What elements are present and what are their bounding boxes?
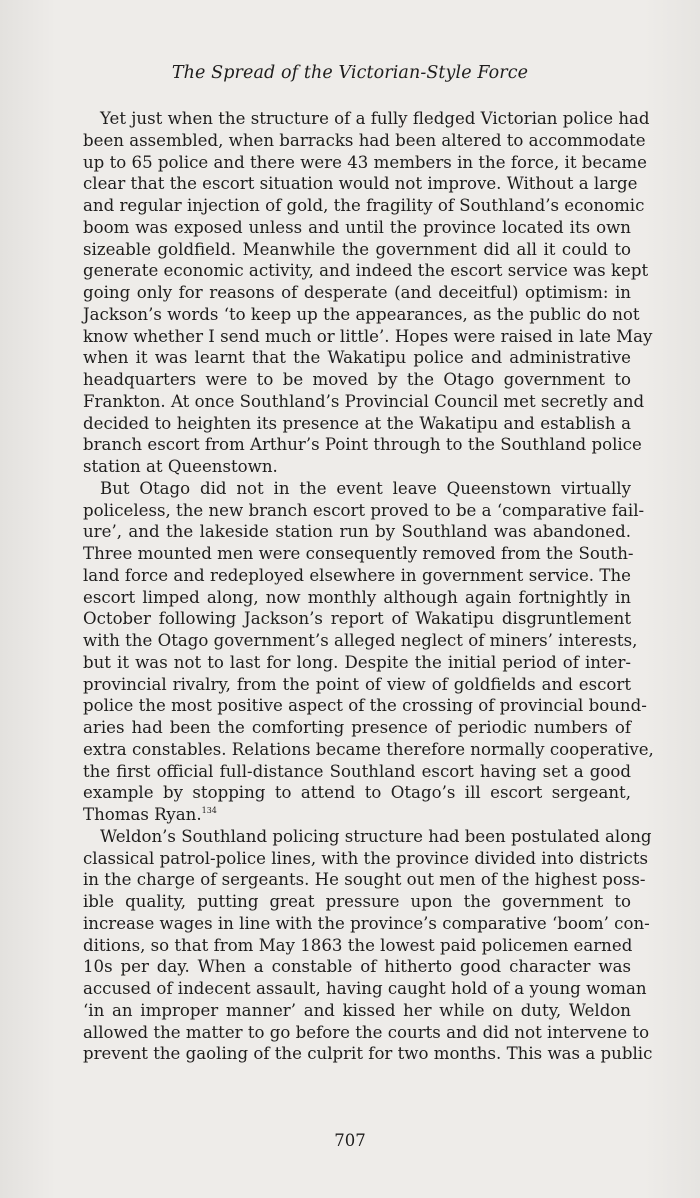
text-line: decided to heighten its presence at the Wakatipu and establish a [83,413,631,433]
text-line: classical patrol-police lines, with the province divided into districts [83,848,649,868]
text-line: ible quality, putting great pressure upon the government to [83,892,631,911]
text-line: Thomas Ryan.$^{134}$ [83,805,217,824]
text-line: Weldon’s Southland policing structure had been postulated along [100,826,652,846]
text-line: in the charge of sergeants. He sought out men of the highest poss- [83,870,646,890]
text-line: increase wages in line with the province’s comparative ‘boom’ con- [83,913,650,933]
running-head: The Spread of the Victorian-Style Force [171,63,529,83]
text-line: station at Queenstown. [83,457,278,476]
text-line: ure’, and the lakeside station run by Southland was abandoned. [83,522,631,542]
text-line: land force and redeployed elsewhere in government service. The [83,565,631,585]
text-line: accused of indecent assault, having caught hold of a young woman [83,979,647,998]
text-line: when it was learnt that the Wakatipu police and administrative [83,348,631,368]
text-line: But Otago did not in the event leave Queenstown virtually [100,478,631,498]
text-line: Jackson’s words ‘to keep up the appearances, as the public do not [83,304,640,324]
text-line: allowed the matter to go before the courts and did not intervene to [83,1022,650,1042]
text-line: the first official full-distance Southland escort having set a good [83,761,631,781]
text-line: prevent the gaoling of the culprit for two months. This was a public [83,1044,653,1064]
text-line: branch escort from Arthur’s Point through to the Southland police [83,435,642,455]
text-line: been assembled, when barracks had been altered to accommodate [83,130,646,150]
text-line: headquarters were to be moved by the Otago government to [83,370,631,389]
text-line: generate economic activity, and indeed the escort service was kept [83,261,649,281]
text-line: Frankton. At once Southland’s Provincial Council met secretly and [83,391,645,411]
text-line: Yet just when the structure of a fully fledged Victorian police had [100,109,650,128]
text-line: clear that the escort situation would not improve. Without a large [83,174,638,194]
text-line: and regular injection of gold, the fragility of Southland’s economic [83,196,645,215]
text-line: with the Otago government’s alleged neglect of miners’ interests, [83,631,638,650]
text-line: 10s per day. When a constable of hitherto good character was [83,957,631,977]
text-line: police the most positive aspect of the crossing of provincial bound- [83,696,647,716]
text-line: October following Jackson’s report of Wakatipu disgruntlement [83,609,631,629]
text-line: going only for reasons of desperate (and deceitful) optimism: in [83,283,631,302]
body-text [83,108,654,1065]
text-line: ditions, so that from May 1863 the lowest paid policemen earned [83,935,633,955]
text-line: know whether I send much or little’. Hopes were raised in late May [83,326,653,346]
text-line: but it was not to last for long. Despite the initial period of inter- [83,652,631,672]
paragraph-3 [83,826,653,1065]
text-line: example by stopping to attend to Otago’s ill escort sergeant, [83,783,631,803]
page-number: 707 [334,1131,366,1150]
text-line: aries had been the comforting presence of periodic numbers of [83,718,631,737]
text-line: extra constables. Relations became therefore normally cooperative, [83,739,654,759]
text-line: ‘in an improper manner’ and kissed her while on duty, Weldon [83,1000,631,1020]
paragraph-1 [83,108,653,478]
text-line: up to 65 police and there were 43 members in the force, it became [83,152,647,172]
footnote-marker: 134 [201,806,217,815]
paragraph-2 [83,478,654,826]
text-line: sizeable goldfield. Meanwhile the government did all it could to [83,239,631,259]
text-line: policeless, the new branch escort proved to be a ‘comparative fail- [83,500,645,520]
text-line: Three mounted men were consequently removed from the South- [83,544,634,563]
text-line: escort limped along, now monthly although again fortnightly in [83,587,631,607]
text-line: boom was exposed unless and until the province located its own [83,217,631,237]
text-line: provincial rivalry, from the point of view of goldfields and escort [83,674,631,694]
